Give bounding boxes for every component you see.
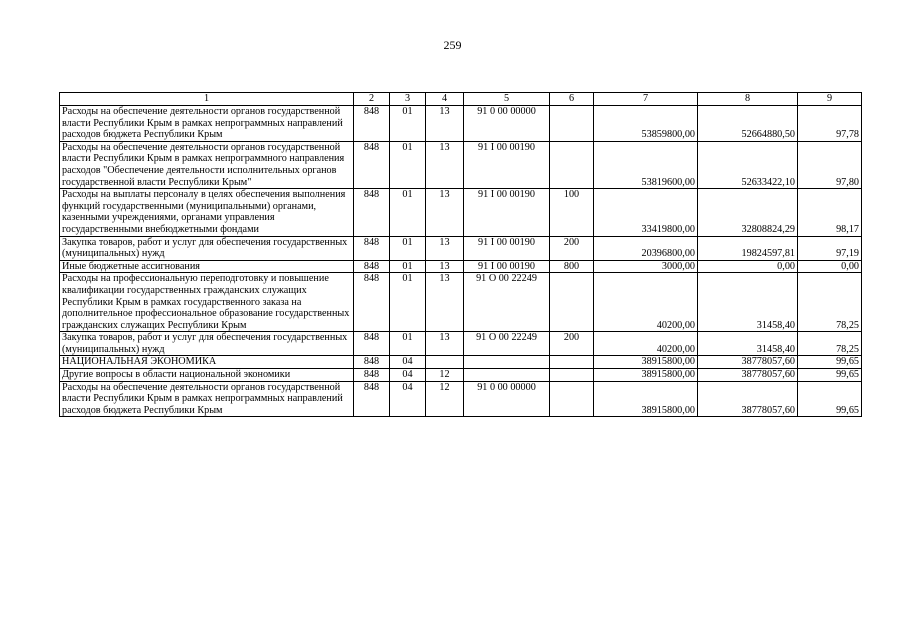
- section-code-cell: 01: [390, 106, 426, 142]
- executed-amount-cell: 52633422,10: [698, 141, 798, 188]
- column-header: 5: [464, 93, 550, 106]
- column-header: 2: [354, 93, 390, 106]
- execution-percent-cell: 99,65: [798, 381, 862, 417]
- planned-amount-cell: 38915800,00: [594, 381, 698, 417]
- subsection-code-cell: 13: [426, 273, 464, 332]
- target-article-cell: 91 0 00 00000: [464, 381, 550, 417]
- section-code-cell: 04: [390, 369, 426, 382]
- subsection-code-cell: 13: [426, 260, 464, 273]
- column-header: 8: [698, 93, 798, 106]
- column-header: 1: [60, 93, 354, 106]
- expense-type-cell: [550, 381, 594, 417]
- execution-percent-cell: 99,65: [798, 369, 862, 382]
- description-cell: НАЦИОНАЛЬНАЯ ЭКОНОМИКА: [60, 356, 354, 369]
- executed-amount-cell: 52664880,50: [698, 106, 798, 142]
- page-number: 259: [443, 38, 462, 52]
- target-article-cell: 91 I 00 00190: [464, 141, 550, 188]
- target-article-cell: 91 0 00 00000: [464, 106, 550, 142]
- description-cell: Расходы на обеспечение деятельности органов государственной власти Республики Крым в рамках непрограммного направления расходов "Обеспечение деятельности исполнительных органов государственной власти Республики Крым": [60, 141, 354, 188]
- section-code-cell: 01: [390, 332, 426, 356]
- expense-type-cell: 200: [550, 332, 594, 356]
- planned-amount-cell: 38915800,00: [594, 356, 698, 369]
- table-header-row: [60, 93, 862, 106]
- executed-amount-cell: 38778057,60: [698, 356, 798, 369]
- subsection-code-cell: [426, 356, 464, 369]
- expense-type-cell: 200: [550, 236, 594, 260]
- executed-amount-cell: 32808824,29: [698, 189, 798, 236]
- description-cell: Закупка товаров, работ и услуг для обеспечения государственных (муниципальных) нужд: [60, 236, 354, 260]
- table-row: [60, 381, 862, 417]
- execution-percent-cell: 98,17: [798, 189, 862, 236]
- column-header: 7: [594, 93, 698, 106]
- section-code-cell: 01: [390, 236, 426, 260]
- target-article-cell: 91 I 00 00190: [464, 260, 550, 273]
- planned-amount-cell: 53819600,00: [594, 141, 698, 188]
- planned-amount-cell: 20396800,00: [594, 236, 698, 260]
- executed-amount-cell: 0,00: [698, 260, 798, 273]
- planned-amount-cell: 38915800,00: [594, 369, 698, 382]
- column-header: 9: [798, 93, 862, 106]
- budget-table: [59, 92, 862, 417]
- table-row: [60, 106, 862, 142]
- ministry-code-cell: 848: [354, 236, 390, 260]
- subsection-code-cell: 13: [426, 106, 464, 142]
- execution-percent-cell: 97,19: [798, 236, 862, 260]
- subsection-code-cell: 13: [426, 236, 464, 260]
- ministry-code-cell: 848: [354, 106, 390, 142]
- subsection-code-cell: 12: [426, 381, 464, 417]
- column-header: 4: [426, 93, 464, 106]
- executed-amount-cell: 38778057,60: [698, 381, 798, 417]
- description-cell: Другие вопросы в области национальной экономики: [60, 369, 354, 382]
- target-article-cell: [464, 369, 550, 382]
- execution-percent-cell: 0,00: [798, 260, 862, 273]
- expense-type-cell: [550, 141, 594, 188]
- expense-type-cell: [550, 356, 594, 369]
- table-row: [60, 236, 862, 260]
- planned-amount-cell: 3000,00: [594, 260, 698, 273]
- table-row: [60, 332, 862, 356]
- ministry-code-cell: 848: [354, 332, 390, 356]
- section-code-cell: 04: [390, 381, 426, 417]
- section-code-cell: 01: [390, 273, 426, 332]
- execution-percent-cell: 78,25: [798, 273, 862, 332]
- subsection-code-cell: 13: [426, 332, 464, 356]
- expense-type-cell: [550, 106, 594, 142]
- column-header: 6: [550, 93, 594, 106]
- subsection-code-cell: 12: [426, 369, 464, 382]
- executed-amount-cell: 31458,40: [698, 273, 798, 332]
- table-row: [60, 260, 862, 273]
- expense-type-cell: [550, 273, 594, 332]
- subsection-code-cell: 13: [426, 189, 464, 236]
- section-code-cell: 01: [390, 141, 426, 188]
- executed-amount-cell: 19824597,81: [698, 236, 798, 260]
- ministry-code-cell: 848: [354, 273, 390, 332]
- table-row: [60, 369, 862, 382]
- description-cell: Расходы на обеспечение деятельности органов государственной власти Республики Крым в рамках непрограммных направлений расходов бюджета Республики Крым: [60, 106, 354, 142]
- execution-percent-cell: 78,25: [798, 332, 862, 356]
- execution-percent-cell: 99,65: [798, 356, 862, 369]
- ministry-code-cell: 848: [354, 369, 390, 382]
- ministry-code-cell: 848: [354, 260, 390, 273]
- target-article-cell: 91 I 00 00190: [464, 189, 550, 236]
- ministry-code-cell: 848: [354, 189, 390, 236]
- execution-percent-cell: 97,78: [798, 106, 862, 142]
- section-code-cell: 01: [390, 189, 426, 236]
- expense-type-cell: 100: [550, 189, 594, 236]
- target-article-cell: 91 О 00 22249: [464, 273, 550, 332]
- description-cell: Закупка товаров, работ и услуг для обеспечения государственных (муниципальных) нужд: [60, 332, 354, 356]
- ministry-code-cell: 848: [354, 356, 390, 369]
- planned-amount-cell: 33419800,00: [594, 189, 698, 236]
- section-code-cell: 01: [390, 260, 426, 273]
- ministry-code-cell: 848: [354, 381, 390, 417]
- description-cell: Расходы на профессиональную переподготовку и повышение квалификации государственных гражданских служащих Республики Крым в рамках государственного заказа на дополнительное профессиональное образование государственных гражданских служащих Республики Крым: [60, 273, 354, 332]
- table-row: [60, 141, 862, 188]
- target-article-cell: 91 I 00 00190: [464, 236, 550, 260]
- executed-amount-cell: 31458,40: [698, 332, 798, 356]
- planned-amount-cell: 40200,00: [594, 332, 698, 356]
- description-cell: Расходы на обеспечение деятельности органов государственной власти Республики Крым в рамках непрограммных направлений расходов бюджета Республики Крым: [60, 381, 354, 417]
- executed-amount-cell: 38778057,60: [698, 369, 798, 382]
- target-article-cell: [464, 356, 550, 369]
- column-header: 3: [390, 93, 426, 106]
- expense-type-cell: [550, 369, 594, 382]
- ministry-code-cell: 848: [354, 141, 390, 188]
- subsection-code-cell: 13: [426, 141, 464, 188]
- table-row: [60, 273, 862, 332]
- planned-amount-cell: 53859800,00: [594, 106, 698, 142]
- planned-amount-cell: 40200,00: [594, 273, 698, 332]
- description-cell: Иные бюджетные ассигнования: [60, 260, 354, 273]
- target-article-cell: 91 О 00 22249: [464, 332, 550, 356]
- table-row: [60, 189, 862, 236]
- expense-type-cell: 800: [550, 260, 594, 273]
- execution-percent-cell: 97,80: [798, 141, 862, 188]
- table-row: [60, 356, 862, 369]
- section-code-cell: 04: [390, 356, 426, 369]
- description-cell: Расходы на выплаты персоналу в целях обеспечения выполнения функций государственными (муниципальными) органами, казенными учреждениями, органами управления государственными внебюджетными фондами: [60, 189, 354, 236]
